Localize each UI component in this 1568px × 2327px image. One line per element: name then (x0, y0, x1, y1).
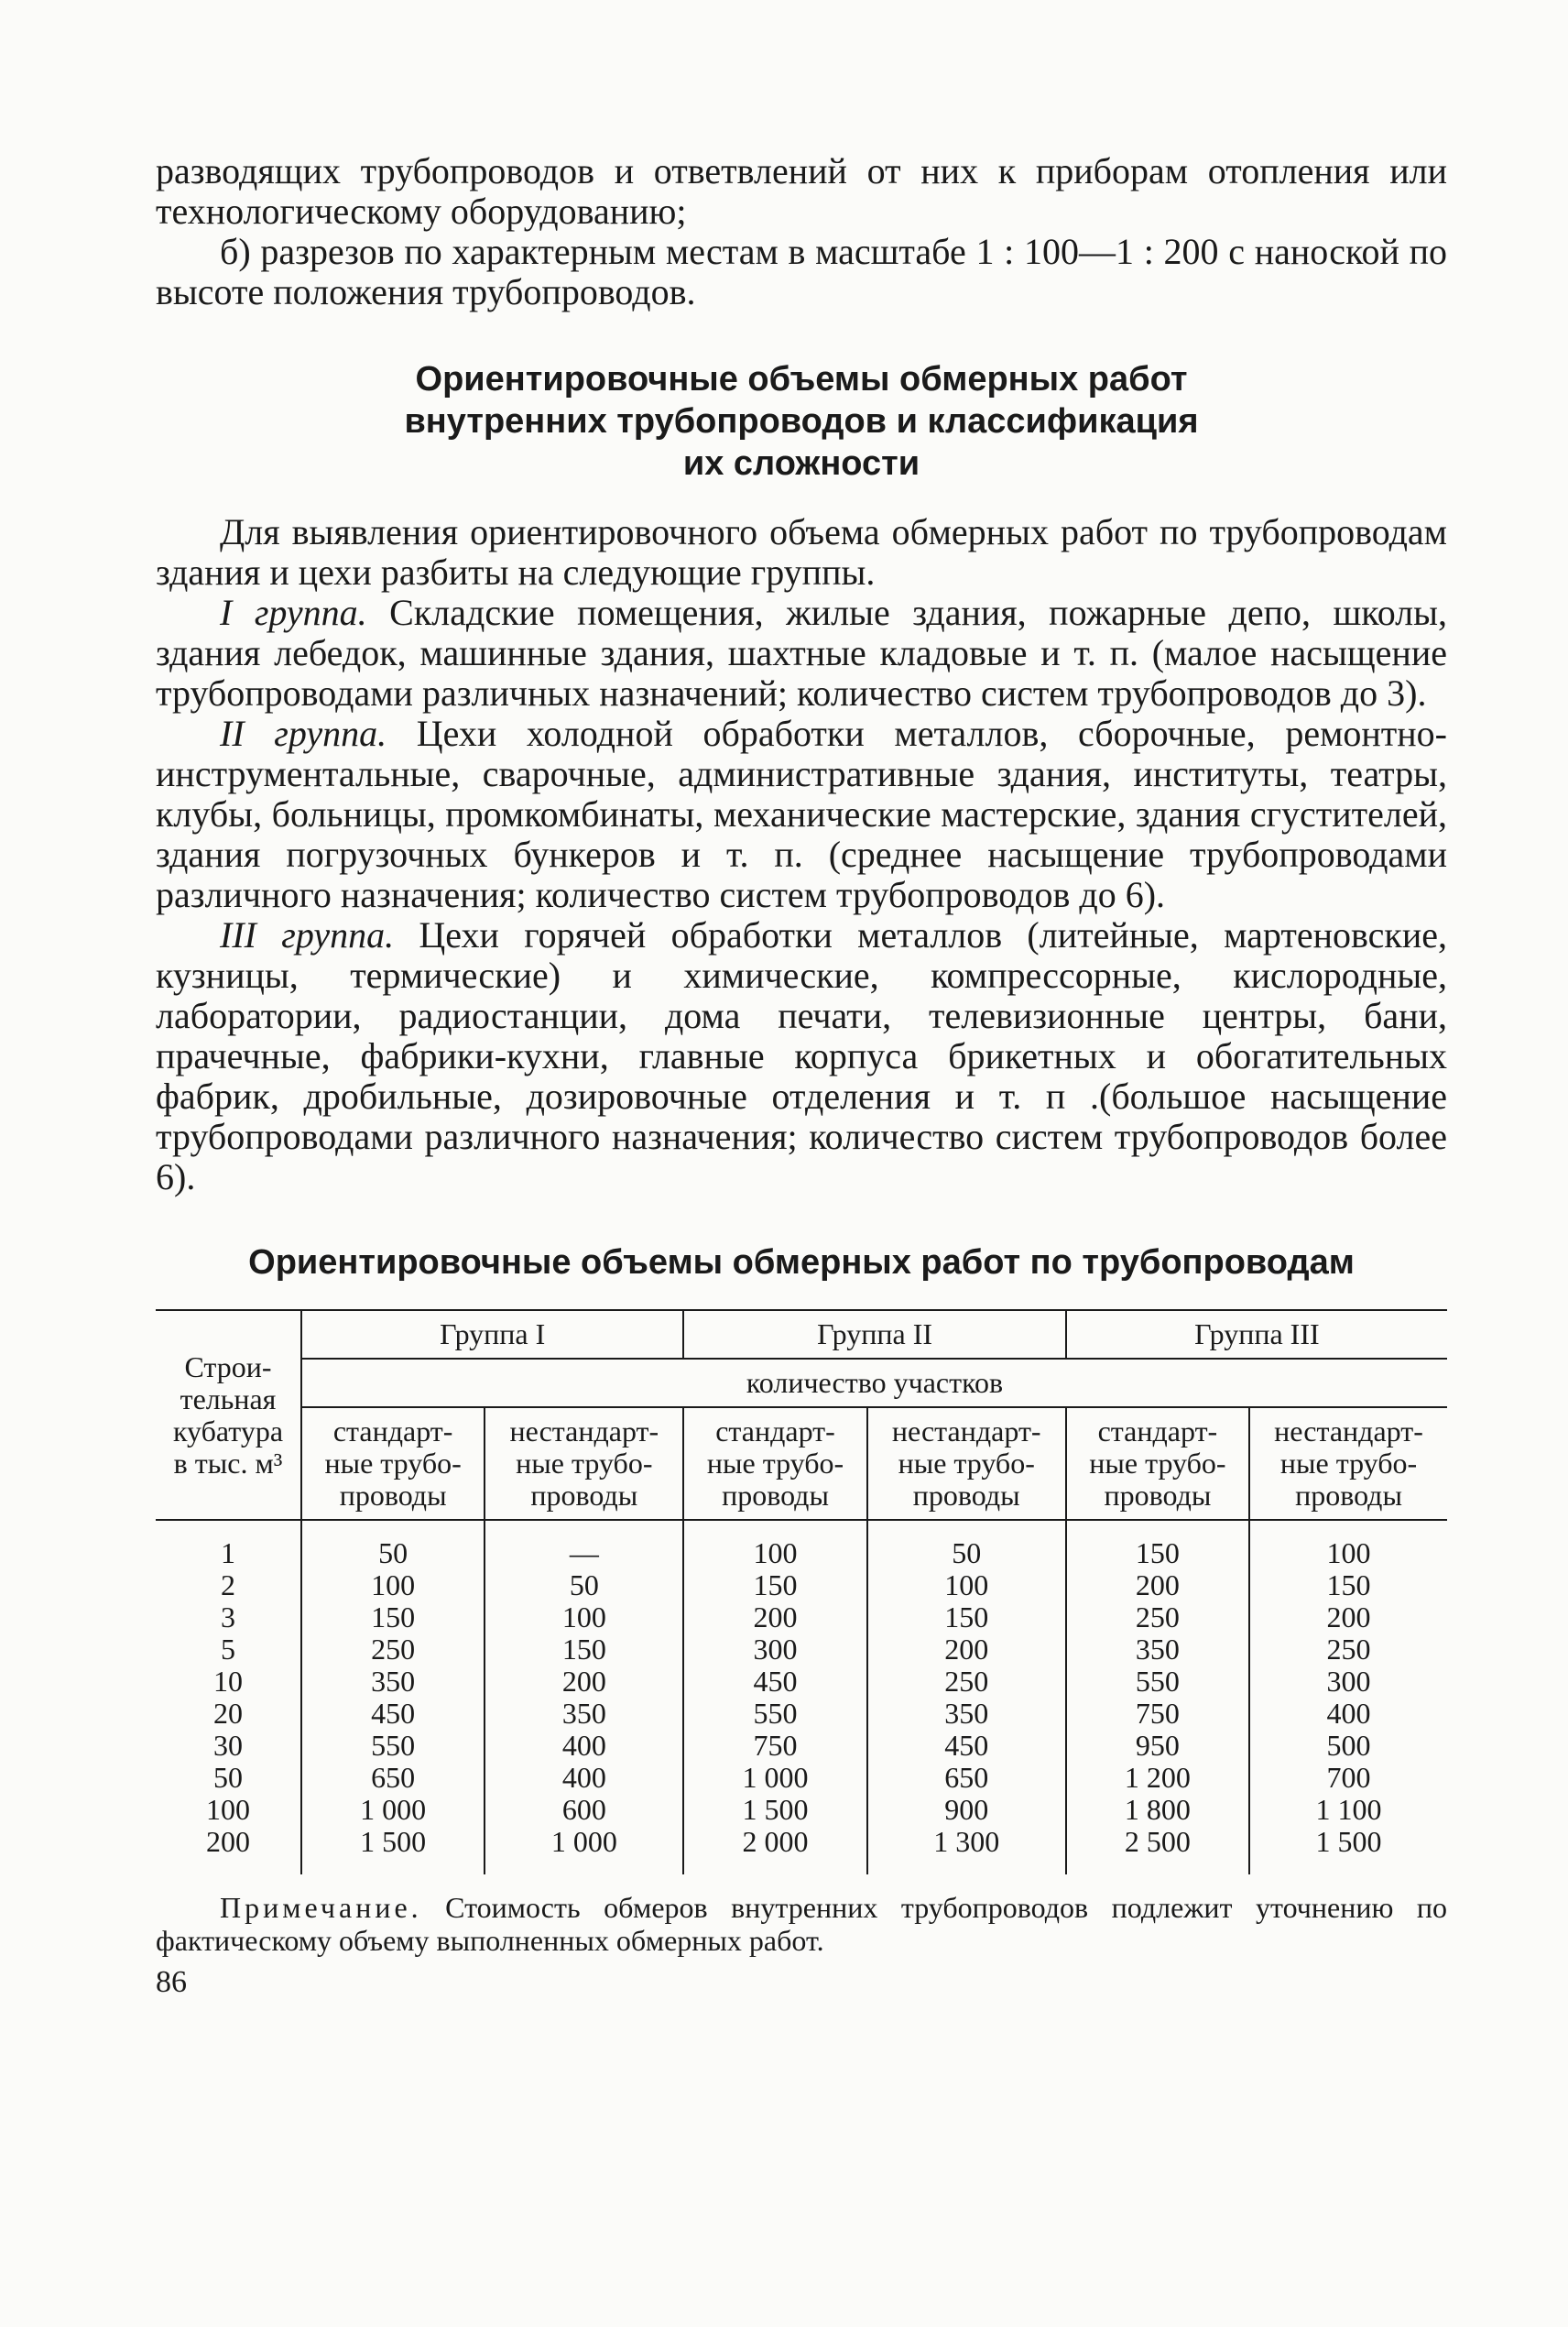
g1-std-header: стандарт- ные трубо- проводы (301, 1407, 485, 1520)
table-title: Ориентировочные объемы обмерных работ по трубопроводам (248, 1243, 1355, 1282)
note-label: Примечание. (220, 1891, 422, 1924)
g2-std-column: 100 150 200 300 450 550 750 1 000 1 500 2 000 (683, 1520, 866, 1874)
group-1-label: I группа. (220, 592, 367, 633)
group-2-text: Цехи холодной обработки металлов, сборочные, ремонтно-инструментальные, сварочные, административные здания, институты, театры, клубы, больницы, промкомбинаты, механические мастерские, здания сгустителей, здания погрузочных бункеров и т. п. (среднее насыщение трубопроводами различного назначения; количество систем трубопроводов до 6). (156, 713, 1447, 915)
intro-paragraph-1: разводящих трубопроводов и ответвлений от них к приборам отопления или технологическому оборудованию; (156, 150, 1447, 232)
group-3-label: III группа. (220, 914, 395, 956)
row-header-volume: Строи- тельная кубатура в тыс. м³ (156, 1310, 301, 1520)
volume-column: 1 2 3 5 10 20 30 50 100 200 (206, 1536, 250, 1858)
g1-nonstd-header: нестандарт- ные трубо- проводы (485, 1407, 683, 1520)
group-2-paragraph (156, 714, 1447, 915)
g1-nonstd-column: — 50 100 150 200 350 400 400 600 1 000 (485, 1520, 683, 1874)
count-subheader: количество участков (301, 1359, 1447, 1407)
section-heading (156, 358, 1447, 485)
heading-line-2: внутренних трубопроводов и классификация (404, 402, 1199, 441)
heading-line-3: их сложности (682, 444, 920, 483)
heading-line-1: Ориентировочные объемы обмерных работ (415, 360, 1188, 399)
document-page (156, 151, 1447, 2001)
intro-paragraph-2: б) разрезов по характерным местам в масштабе 1 : 100—1 : 200 с наноской по высоте положения трубопроводов. (156, 231, 1447, 312)
group-3-paragraph (156, 915, 1447, 1197)
group-1-text: Складские помещения, жилые здания, пожарные депо, школы, здания лебедок, машинные здания, шахтные кладовые и т. п. (малое насыщение трубопроводами различных назначений; количество систем трубопроводов до 3). (156, 592, 1448, 714)
body-paragraph-1: Для выявления ориентировочного объема обмерных работ по трубопроводам здания и цехи разбиты на следующие группы. (156, 511, 1447, 593)
g2-nonstd-header: нестандарт- ные трубо- проводы (867, 1407, 1066, 1520)
g1-std-column: 50 100 150 250 350 450 550 650 1 000 1 500 (301, 1520, 485, 1874)
g3-std-column: 150 200 250 350 550 750 950 1 200 1 800 2 500 (1066, 1520, 1249, 1874)
group-2-header: Группа II (683, 1310, 1065, 1359)
volumes-table (156, 1309, 1447, 1874)
g2-nonstd-column: 50 100 150 200 250 350 450 650 900 1 300 (867, 1520, 1066, 1874)
table-note (156, 1891, 1447, 1957)
note-text: Стоимость обмеров внутренних трубопроводов подлежит уточнению по фактическому объему выполненных обмерных работ. (156, 1891, 1447, 1957)
page-number: 86 (156, 1965, 187, 1999)
group-1-header: Группа I (301, 1310, 683, 1359)
g3-std-header: стандарт- ные трубо- проводы (1066, 1407, 1249, 1520)
group-2-label: II группа. (220, 713, 387, 754)
g3-nonstd-header: нестандарт- ные трубо- проводы (1249, 1407, 1447, 1520)
g3-nonstd-column: 100 150 200 250 300 400 500 700 1 100 1 500 (1249, 1520, 1447, 1874)
group-3-text: Цехи горячей обработки металлов (литейные, мартеновские, кузницы, термические) и химические, компрессорные, кислородные, лаборатории, радиостанции, дома печати, телевизионные центры, бани, прачечные, фабрики-кухни, главные корпуса брикетных и обогатительных фабрик, дробильные, дозировочные отделения и т. п .(большое насыщение трубопроводами различного назначения; количество систем трубопроводов более 6). (156, 914, 1448, 1197)
group-1-paragraph (156, 593, 1447, 714)
g2-std-header: стандарт- ные трубо- проводы (683, 1407, 866, 1520)
group-3-header: Группа III (1066, 1310, 1447, 1359)
